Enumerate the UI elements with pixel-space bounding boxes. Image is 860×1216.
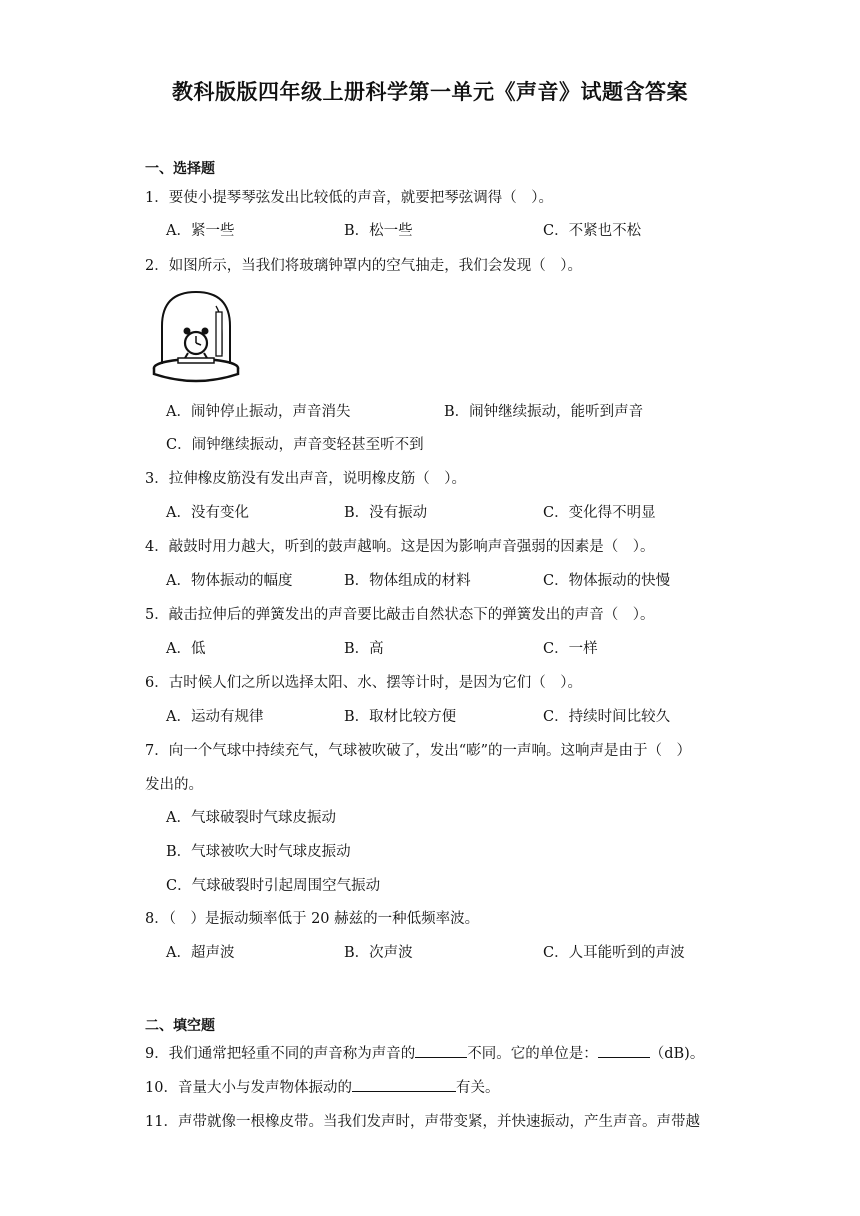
question-4-option-b: B．物体组成的材料 (344, 573, 471, 589)
section-heading-fill: 二、填空题 (145, 1018, 215, 1034)
bell-jar-icon (150, 288, 242, 384)
page-title: 教科版版四年级上册科学第一单元《声音》试题含答案 (172, 79, 688, 104)
question-10 (145, 1076, 499, 1097)
question-10-text-1: 10．音量大小与发声物体振动的 (145, 1080, 352, 1096)
answer-blank[interactable] (352, 1077, 456, 1092)
question-7-option-a: A．气球破裂时气球皮振动 (166, 810, 336, 826)
question-9 (145, 1042, 704, 1063)
question-5-option-a: A．低 (166, 641, 206, 657)
answer-blank[interactable] (415, 1043, 467, 1058)
section-heading-choice: 一、选择题 (145, 161, 215, 177)
bell-jar-alarm-clock-figure (150, 288, 242, 384)
answer-blank[interactable] (598, 1043, 650, 1058)
question-4-option-c: C．物体振动的快慢 (543, 573, 671, 589)
question-1-stem: 1．要使小提琴琴弦发出比较低的声音，就要把琴弦调得（ ）。 (145, 190, 553, 206)
question-9-text-1: 9．我们通常把轻重不同的声音称为声音的 (145, 1046, 416, 1062)
question-3-stem: 3．拉伸橡皮筋没有发出声音，说明橡皮筋（ ）。 (145, 471, 466, 487)
question-11-stem: 11．声带就像一根橡皮带。当我们发声时，声带变紧，并快速振动，产生声音。声带越 (145, 1114, 700, 1130)
question-9-text-3: （dB)。 (649, 1046, 705, 1062)
question-7-stem-continued: 发出的。 (145, 777, 203, 793)
question-5-option-c: C．一样 (543, 641, 598, 657)
question-2-option-c: C．闹钟继续振动，声音变轻甚至听不到 (166, 437, 424, 453)
question-6-option-b: B．取材比较方便 (344, 709, 457, 725)
question-7-option-c: C．气球破裂时引起周围空气振动 (166, 878, 381, 894)
question-2-option-b: B．闹钟继续振动，能听到声音 (444, 404, 644, 420)
question-1-option-b: B．松一些 (344, 223, 413, 239)
question-4-option-a: A．物体振动的幅度 (166, 573, 293, 589)
question-7-option-b: B．气球被吹大时气球皮振动 (166, 844, 351, 860)
question-2-stem: 2．如图所示，当我们将玻璃钟罩内的空气抽走，我们会发现（ ）。 (145, 258, 582, 274)
question-3-option-c: C．变化得不明显 (543, 505, 656, 521)
question-10-text-2: 有关。 (455, 1080, 500, 1096)
question-5-option-b: B．高 (344, 641, 384, 657)
question-2-option-a: A．闹钟停止振动，声音消失 (166, 404, 351, 420)
question-8-option-b: B．次声波 (344, 945, 413, 961)
question-8-stem: 8．（ ）是振动频率低于 20 赫兹的一种低频率波。 (145, 911, 480, 927)
question-5-stem: 5．敲击拉伸后的弹簧发出的声音要比敲击自然状态下的弹簧发出的声音（ ）。 (145, 607, 655, 623)
question-1-option-a: A．紧一些 (166, 223, 235, 239)
question-4-stem: 4．敲鼓时用力越大，听到的鼓声越响。这是因为影响声音强弱的因素是（ ）。 (145, 539, 655, 555)
question-1-option-c: C．不紧也不松 (543, 223, 642, 239)
question-3-option-b: B．没有振动 (344, 505, 428, 521)
question-8-option-c: C．人耳能听到的声波 (543, 945, 685, 961)
question-6-option-c: C．持续时间比较久 (543, 709, 671, 725)
question-6-option-a: A．运动有规律 (166, 709, 264, 725)
question-9-text-2: 不同。它的单位是： (467, 1046, 598, 1062)
question-7-stem: 7．向一个气球中持续充气，气球被吹破了，发出“嘭”的一声响。这响声是由于（ ） (145, 743, 692, 759)
question-3-option-a: A．没有变化 (166, 505, 249, 521)
question-8-option-a: A．超声波 (166, 945, 235, 961)
question-6-stem: 6．古时候人们之所以选择太阳、水、摆等计时，是因为它们（ ）。 (145, 675, 582, 691)
